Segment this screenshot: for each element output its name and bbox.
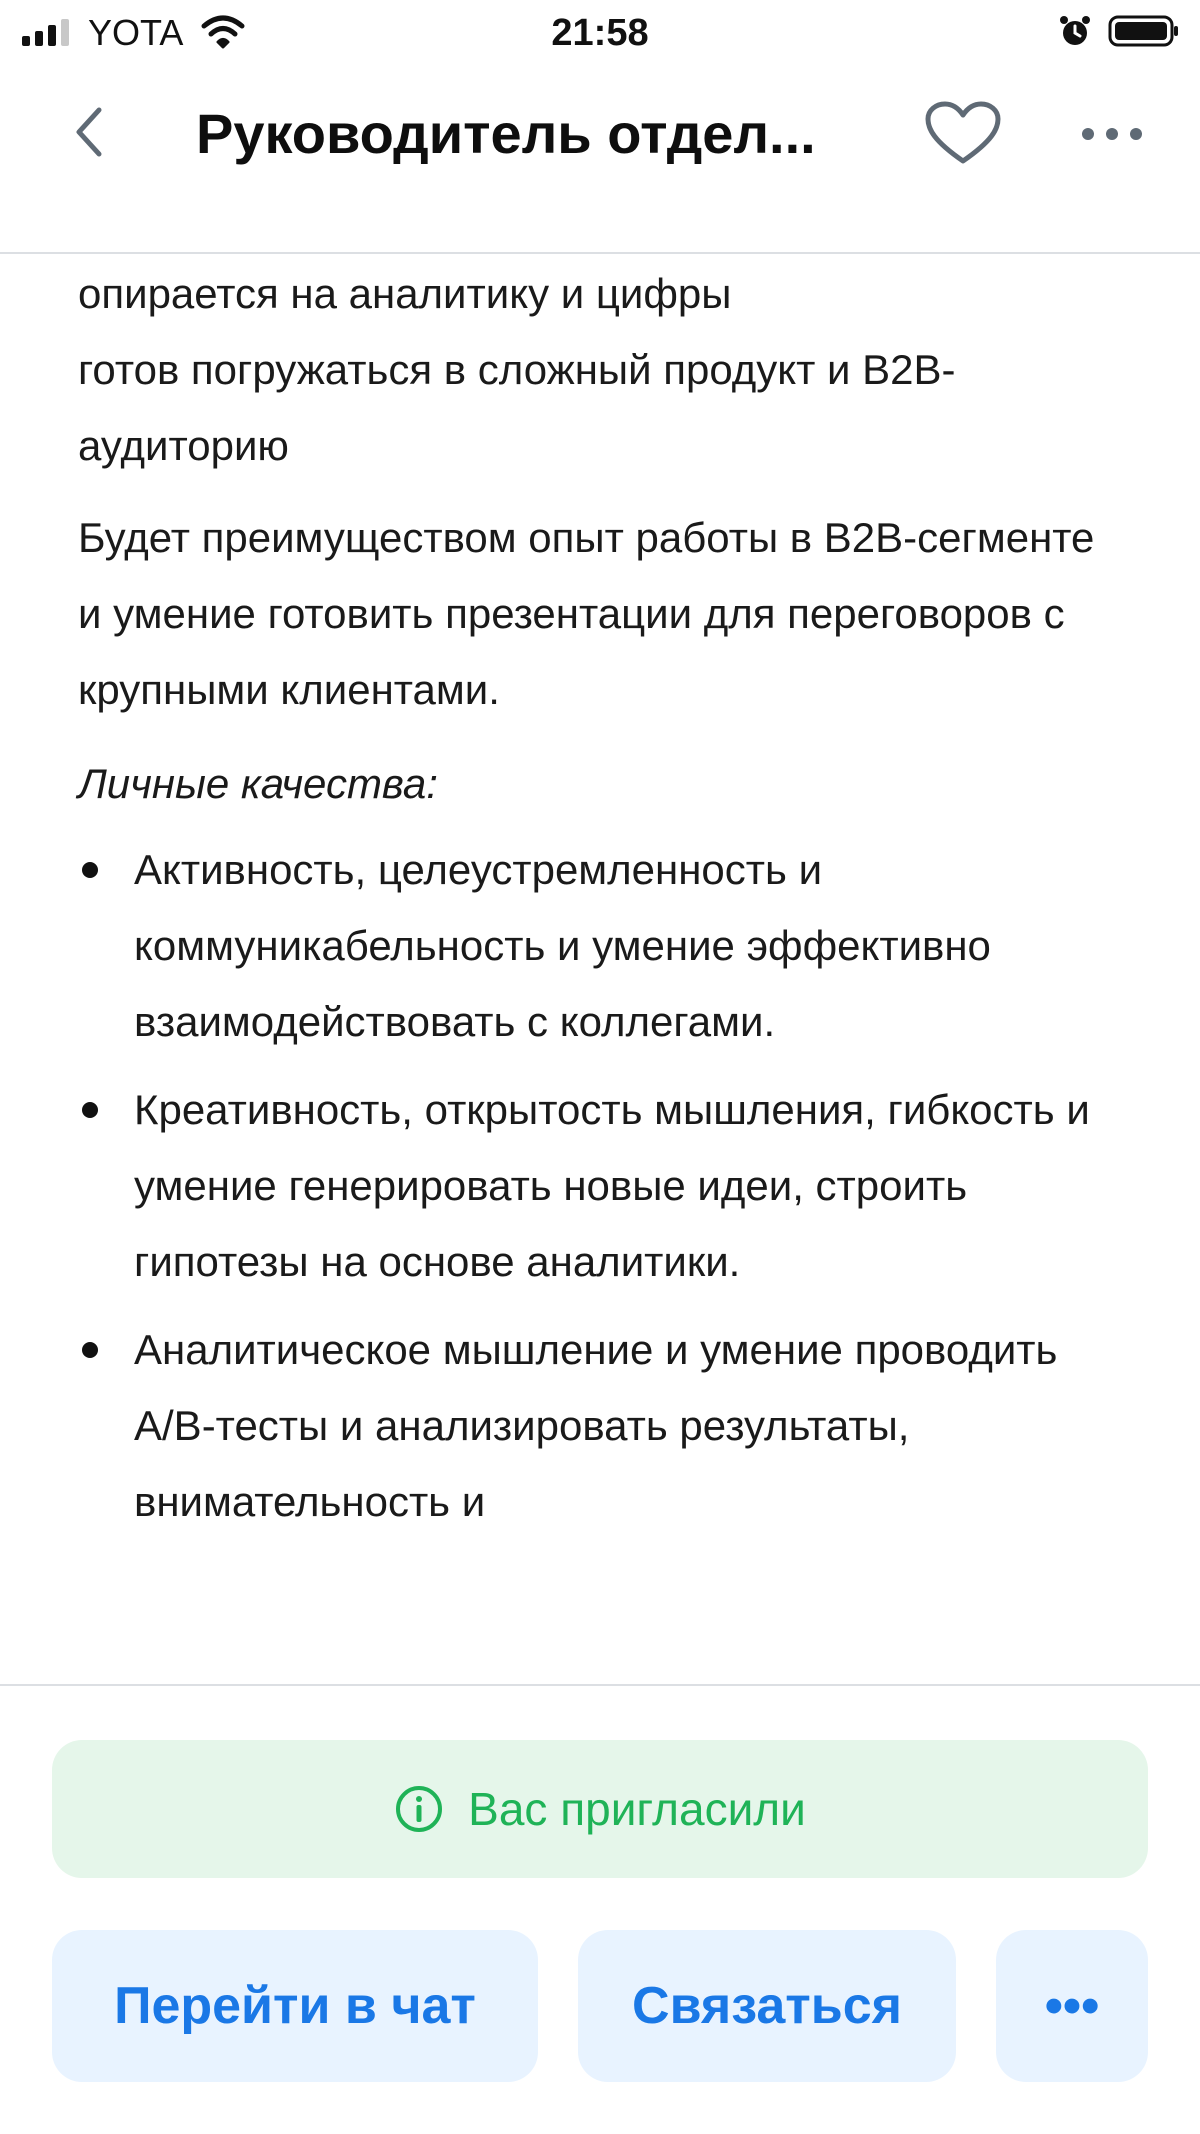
status-time: 21:58	[551, 12, 649, 54]
bullet-icon	[82, 1342, 98, 1358]
favorite-button[interactable]	[920, 96, 1006, 172]
invite-status-text: Вас пригласили	[468, 1783, 806, 1835]
bottom-action-panel	[0, 1684, 1200, 2134]
text-line: готов погружаться в сложный продукт и B2B-	[78, 346, 956, 393]
heart-icon	[924, 101, 1002, 167]
list-item	[78, 1072, 1122, 1300]
page-title: Руководитель отдел...	[196, 102, 816, 165]
list-item	[78, 1312, 1122, 1540]
battery-icon	[1108, 14, 1180, 48]
more-dots-icon	[1081, 127, 1143, 141]
alarm-icon	[1058, 14, 1092, 48]
text-line: опирается на аналитику и цифры	[78, 270, 732, 317]
text-line: аудиторию	[78, 422, 289, 469]
chevron-left-icon	[71, 104, 105, 160]
bullet-icon	[82, 862, 98, 878]
list-item-text: Активность, целеустремленность и коммуникабельность и умение эффективно взаимодействовать с коллегами.	[134, 846, 991, 1045]
list-item	[78, 832, 1122, 1060]
info-circle-icon	[394, 1784, 444, 1834]
status-bar	[0, 0, 1200, 66]
advantage-paragraph: Будет преимуществом опыт работы в B2B-сегменте и умение готовить презентации для переговоров с крупными клиентами.	[78, 514, 1095, 713]
more-options-button[interactable]	[1074, 106, 1150, 162]
list-item-text: Аналитическое мышление и умение проводить A/B-тесты и анализировать результаты, внимательность и	[134, 1326, 1058, 1525]
list-item-text: Креативность, открытость мышления, гибкость и умение генерировать новые идеи, строить гипотезы на основе аналитики.	[134, 1086, 1090, 1285]
carrier-name: YOTA	[88, 12, 184, 53]
nav-bar	[0, 66, 1200, 254]
go-to-chat-button[interactable]: Перейти в чат	[52, 1930, 538, 2082]
contact-button[interactable]: Связаться	[578, 1930, 956, 2082]
back-button[interactable]	[58, 100, 118, 164]
invite-status-banner	[52, 1740, 1148, 1878]
qualities-list	[78, 832, 1122, 1540]
more-actions-button[interactable]: •••	[996, 1930, 1148, 2082]
bullet-icon	[82, 1102, 98, 1118]
requirements-lines	[78, 256, 1122, 484]
vacancy-description[interactable]	[0, 256, 1200, 1684]
qualities-heading: Личные качества:	[78, 760, 438, 807]
